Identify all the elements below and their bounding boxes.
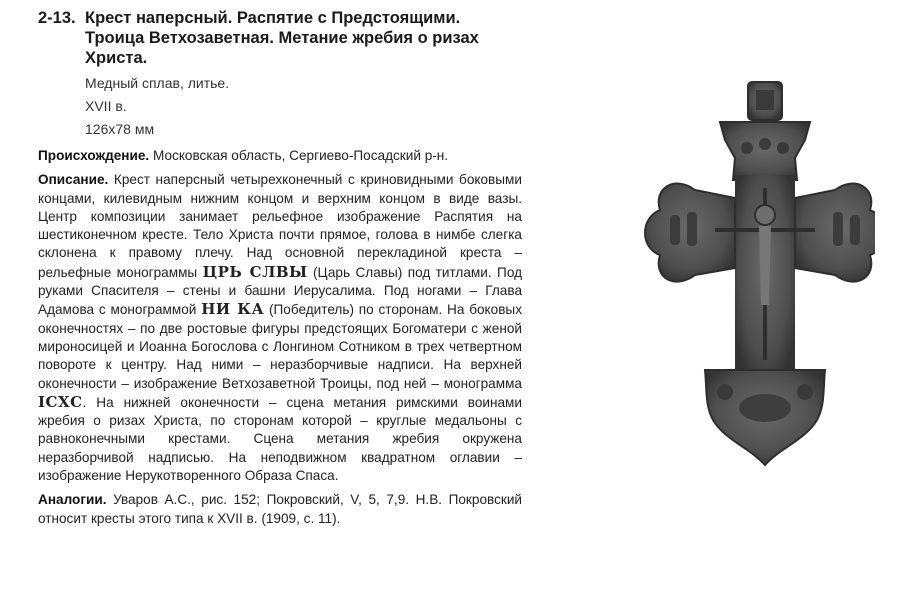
origin-label: Происхождение. xyxy=(38,148,150,163)
left-figure-2 xyxy=(687,212,697,246)
description-text-3: (Победитель) по сторонам. На боковых оконечностях – по две ростовые фигуры предстоящих Богоматери с женой мироносицей и Иоанна Богослова с Лонгином Сотником в трех четвертном повороте к центру. Над ними – неразборчивые надписи. На верхней оконечности – изображение Ветхозаветной Троицы, под ней – монограмма xyxy=(38,302,523,391)
monogram-ichs: IСХС xyxy=(38,392,83,411)
right-figure-1 xyxy=(833,212,843,246)
description-label: Описание. xyxy=(38,172,109,188)
description-text-2: (Царь Славы) под титлами. Под руками Спасителя – стены и башни Иерусалима. Под ногами – Глава Адамова с монограммой xyxy=(38,264,523,318)
origin-paragraph xyxy=(38,147,522,165)
trinity-figure-2 xyxy=(759,138,771,150)
material-line: Медный сплав, литье. xyxy=(85,75,230,91)
analogies-label: Аналогии. xyxy=(38,492,107,508)
description-paragraph xyxy=(38,171,522,485)
trinity-figure-1 xyxy=(741,142,753,154)
right-figure-2 xyxy=(850,215,860,245)
size-line: 126x78 мм xyxy=(85,121,155,137)
christ-halo xyxy=(755,205,775,225)
cross-top-vase-end xyxy=(720,122,810,180)
analogies-paragraph xyxy=(38,491,522,528)
catalog-entry xyxy=(38,8,522,528)
entry-header xyxy=(38,8,522,68)
monogram-nika: НИ КА xyxy=(201,300,265,319)
left-figure-1 xyxy=(670,215,680,245)
bottom-lots-scene xyxy=(739,394,791,422)
monogram-tsar-slavy: ЦРЬ СЛВЫ xyxy=(202,262,308,281)
pectoral-cross-image xyxy=(635,70,875,470)
date-line: XVII в. xyxy=(85,98,127,114)
bottom-medallion-left xyxy=(717,384,733,400)
description-text-1: Крест наперсный четырехконечный с криновидными боковыми концами, килевидным нижним концом и верхним концом в виде вазы. Центр композиции занимает рельефное изображение Распятия на шестиконечном кресте. Тело Христа почти прямое, голова в нимбе слегка склонена к правому плечу. Над основной перекладиной креста – рельефные монограммы xyxy=(38,172,522,280)
cross-photo xyxy=(635,70,875,470)
entry-meta xyxy=(85,72,522,141)
cross-top-loop-image xyxy=(756,90,774,110)
analogies-text: Уваров А.С., рис. 152; Покровский, V, 5, 7,9. Н.В. Покровский относит кресты этого типа к XVII в. (1909, с. 11). xyxy=(38,492,523,526)
trinity-figure-3 xyxy=(777,142,789,154)
entry-number: 2-13. xyxy=(38,9,76,27)
christ-body xyxy=(759,226,771,305)
description-text-4: . На нижней оконечности – сцена метания римскими воинами жребия о ризах Христа, по сторонам которой – круглые медальоны с равноконечными крестами. Сцена метания жребия окружена неразборчивой надписью. На неподвижном квадратном оглавии – изображение Нерукотворенного Образа Спаса. xyxy=(38,394,522,484)
entry-title: Крест наперсный. Распятие с Предстоящими. Троица Ветхозаветная. Метание жребия о ризах Христа. xyxy=(85,9,479,67)
origin-text: Московская область, Сергиево-Посадский р-н. xyxy=(152,148,449,163)
bottom-medallion-right xyxy=(797,384,813,400)
